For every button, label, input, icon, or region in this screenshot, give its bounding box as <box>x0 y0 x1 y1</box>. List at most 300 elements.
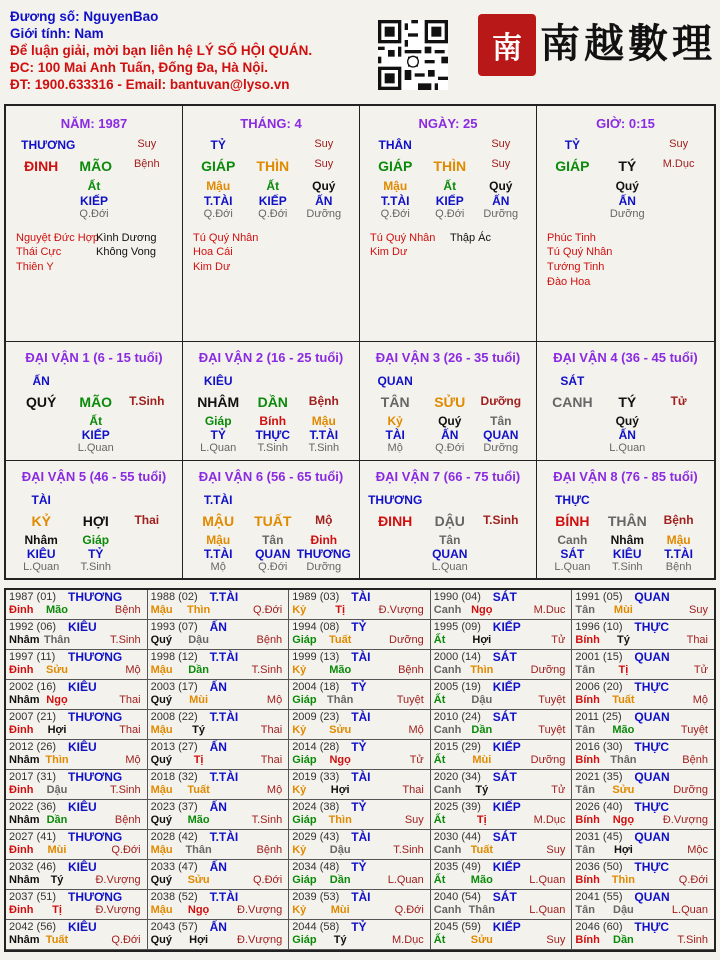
year-stage: T.Sinh <box>110 634 141 646</box>
hidden-stage: T.Sinh <box>80 561 112 573</box>
pillar-title: NGÀY: 25 <box>418 116 478 131</box>
chi: THÌN <box>433 158 467 174</box>
year-can: Ất <box>433 754 446 766</box>
year-chi: Mão <box>46 604 68 616</box>
year-can: Quý <box>150 934 172 946</box>
stage: Suy <box>314 138 334 150</box>
year-cell <box>6 590 148 620</box>
year-can: Ất <box>433 814 446 826</box>
star: Phúc Tinh <box>547 232 596 244</box>
star: Không Vong <box>96 246 156 258</box>
hidden-can: Tân <box>490 414 512 428</box>
year-chi: Ngọ <box>471 604 493 616</box>
stage: Tử <box>670 394 687 408</box>
thap-than: ẤN <box>209 740 227 754</box>
hidden-stage: L.Quan <box>77 442 114 454</box>
can: BÍNH <box>555 513 590 529</box>
thap-than: ẤN <box>209 800 227 814</box>
year-can: Giáp <box>292 694 317 706</box>
qr-code-icon <box>378 20 448 90</box>
year-chi: Hợi <box>330 784 350 796</box>
year-stage: L.Quan <box>387 874 424 886</box>
year-stage: L.Quan <box>671 904 708 916</box>
year-stage: Bệnh <box>114 814 141 826</box>
star: Hoa Cái <box>193 246 233 258</box>
year-label: 1993 (07) <box>150 621 198 633</box>
hidden-can: Ất <box>443 179 457 193</box>
year-cell <box>289 650 431 680</box>
thap-than: QUAN <box>634 590 670 604</box>
hidden-can: Tân <box>439 533 461 547</box>
can: QUÝ <box>26 394 57 410</box>
hidden-god: ẤN <box>618 428 636 442</box>
thap-than: KIÊU <box>68 680 97 694</box>
year-chi: Tý <box>475 784 489 796</box>
stage2: Suy <box>314 158 334 170</box>
year-chi: Tý <box>616 634 630 646</box>
year-chi: Tị <box>618 664 629 676</box>
year-cell <box>289 620 431 650</box>
year-cell <box>431 620 573 650</box>
year-can: Mậu <box>150 604 173 616</box>
year-chi: Dần <box>188 664 209 676</box>
year-can: Kỷ <box>292 844 307 856</box>
year-can: Bính <box>575 634 600 646</box>
pillar-title: GIỜ: 0:15 <box>596 116 655 131</box>
year-cell <box>148 650 290 680</box>
thap-than: ẤN <box>209 860 227 874</box>
year-label: 2005 (19) <box>433 681 481 693</box>
year-can: Bính <box>575 874 600 886</box>
year-label: 2042 (56) <box>9 921 57 933</box>
thap-than: THỰC <box>634 920 670 934</box>
year-label: 2002 (16) <box>9 681 57 693</box>
year-cell <box>6 860 148 890</box>
dai-van-6 <box>183 461 360 578</box>
year-label: 2017 (31) <box>9 771 57 783</box>
year-label: 2032 (46) <box>9 861 57 873</box>
chi: THÂN <box>607 513 647 529</box>
can: CANH <box>552 394 593 410</box>
stage: Thai <box>134 513 160 527</box>
year-label: 2039 (53) <box>292 891 340 903</box>
year-cell <box>148 620 290 650</box>
hidden-stage: L.Quan <box>609 442 646 454</box>
year-stage: Suy <box>546 934 566 946</box>
year-label: 2030 (44) <box>433 831 481 843</box>
year-can: Canh <box>433 604 462 616</box>
year-chi: Tị <box>335 604 346 616</box>
year-cell <box>289 710 431 740</box>
year-cell <box>6 650 148 680</box>
year-can: Ất <box>433 874 446 886</box>
year-cell <box>6 920 148 950</box>
year-stage: Dưỡng <box>389 634 424 646</box>
year-can: Nhâm <box>9 694 40 706</box>
year-chi: Hợi <box>613 844 633 856</box>
year-chi: Dậu <box>613 904 634 916</box>
hidden-god: ẤN <box>618 194 636 208</box>
hidden-can: Mậu <box>383 179 408 193</box>
year-cell <box>289 680 431 710</box>
can: GIÁP <box>378 158 413 174</box>
thap-than: ẤN <box>209 680 227 694</box>
annual-luck-table <box>4 588 716 952</box>
year-chi: Dậu <box>46 784 68 796</box>
thap-than: QUAN <box>634 770 670 784</box>
year-stage: T.Sinh <box>251 814 283 826</box>
hidden-god: SÁT <box>560 547 585 561</box>
hidden-god: TỶ <box>88 547 104 561</box>
year-can: Kỷ <box>292 784 307 796</box>
year-cell <box>431 710 573 740</box>
hidden-can: Nhâm <box>24 533 58 547</box>
year-label: 2031 (45) <box>575 831 623 843</box>
year-cell <box>431 830 573 860</box>
year-stage: Q.Đới <box>678 874 708 886</box>
hidden-stage: T.Sinh <box>257 442 289 454</box>
hidden-stage: Mộ <box>387 442 403 454</box>
hidden-god: ẤN <box>315 194 333 208</box>
year-can: Giáp <box>292 934 317 946</box>
year-label: 2004 (18) <box>292 681 340 693</box>
thap-than: KIÊU <box>68 860 97 874</box>
hidden-god: QUAN <box>255 547 291 561</box>
star: Tú Quý Nhân <box>547 246 613 258</box>
thap-than: ẤN <box>32 374 50 388</box>
year-label: 2003 (17) <box>150 681 198 693</box>
year-can: Đinh <box>9 904 34 916</box>
year-can: Mậu <box>150 904 173 916</box>
star: Đào Hoa <box>547 276 591 288</box>
year-stage: T.Sinh <box>393 844 424 856</box>
year-stage: Tử <box>409 754 424 766</box>
year-stage: Đ.Vượng <box>95 874 141 886</box>
hidden-god: T.TÀI <box>203 194 233 208</box>
hidden-god: ẤN <box>441 428 459 442</box>
year-can: Giáp <box>292 814 317 826</box>
hidden-can: Nhâm <box>610 533 644 547</box>
thap-than: T.TÀI <box>209 830 239 844</box>
year-chi: Dậu <box>329 844 351 856</box>
dai-van-2 <box>183 342 360 461</box>
seal-stamp: 南 <box>478 14 536 76</box>
year-can: Đinh <box>9 724 34 736</box>
year-stage: Thai <box>119 694 141 706</box>
year-stage: M.Dục <box>392 934 424 946</box>
thap-than: TÀI <box>351 770 371 784</box>
year-cell <box>289 860 431 890</box>
star: Kim Dư <box>193 261 231 273</box>
year-cell <box>6 710 148 740</box>
can: TÂN <box>380 394 410 410</box>
thap-than: SÁT <box>492 830 517 844</box>
year-cell <box>572 740 714 770</box>
year-stage: Q.Đới <box>111 844 141 856</box>
year-stage: T.Sinh <box>110 784 141 796</box>
thap-than: THƯƠNG <box>68 710 123 724</box>
chi: HỢI <box>82 513 109 529</box>
can: ĐINH <box>24 158 59 174</box>
year-stage: Suy <box>546 844 566 856</box>
year-label: 2041 (55) <box>575 891 623 903</box>
year-label: 2008 (22) <box>150 711 198 723</box>
thap-than: QUAN <box>634 830 670 844</box>
year-stage: Mộ <box>125 664 141 676</box>
year-stage: Bệnh <box>256 844 283 856</box>
hidden-can: Mậu <box>206 533 231 547</box>
year-stage: Bệnh <box>114 604 141 616</box>
year-label: 2016 (30) <box>575 741 623 753</box>
year-stage: Dưỡng <box>530 664 566 676</box>
year-chi: Thân <box>185 844 212 856</box>
hidden-stage: Q.Đới <box>435 208 465 220</box>
year-chi: Mùi <box>189 694 209 706</box>
thap-than: SÁT <box>492 590 517 604</box>
year-cell <box>431 590 573 620</box>
year-can: Nhâm <box>9 814 40 826</box>
thap-than: TỶ <box>564 138 581 152</box>
year-chi: Thìn <box>611 874 635 886</box>
year-label: 1990 (04) <box>433 591 481 603</box>
year-stage: M.Duc <box>533 604 566 616</box>
year-label: 2025 (39) <box>433 801 481 813</box>
hidden-can: Ất <box>266 179 280 193</box>
hidden-stage: L.Quan <box>200 442 237 454</box>
thap-than: THỰC <box>634 680 670 694</box>
year-chi: Tị <box>193 754 204 766</box>
year-chi: Thân <box>327 694 354 706</box>
year-stage: Mộ <box>692 694 708 706</box>
year-stage: Q.Đới <box>252 604 283 616</box>
year-chi: Thìn <box>328 814 352 826</box>
hidden-god: TỶ <box>210 428 226 442</box>
thap-than: KIẾP <box>492 680 521 694</box>
year-cell <box>289 800 431 830</box>
chi: TUẤT <box>254 513 292 529</box>
year-label: 1999 (13) <box>292 651 340 663</box>
hidden-can: Ất <box>87 179 101 193</box>
year-chi: Tuất <box>187 784 210 796</box>
year-chi: Mùi <box>330 904 350 916</box>
year-chi: Dần <box>613 934 634 946</box>
year-label: 1994 (08) <box>292 621 340 633</box>
year-label: 1997 (11) <box>9 651 56 663</box>
chi: DẬU <box>434 513 465 529</box>
year-label: 2034 (48) <box>292 861 340 873</box>
hidden-stage: L.Quan <box>431 561 468 573</box>
thap-than: QUAN <box>634 890 670 904</box>
year-label: 1988 (02) <box>150 591 198 603</box>
pillar-year <box>6 106 183 342</box>
year-cell <box>6 620 148 650</box>
dai-van-title: ĐẠI VẬN 8 (76 - 85 tuổi) <box>553 469 698 484</box>
star: Nguyệt Đức Hợp <box>16 232 100 244</box>
year-can: Tân <box>575 724 595 736</box>
year-label: 2035 (49) <box>433 861 481 873</box>
year-can: Đinh <box>9 604 34 616</box>
hidden-god: THƯƠNG <box>296 547 351 561</box>
can: NHÂM <box>197 394 240 410</box>
pillar-day <box>360 106 537 342</box>
thap-than: TỶ <box>351 920 367 934</box>
thap-than: SÁT <box>492 710 517 724</box>
can: GIÁP <box>555 158 590 174</box>
year-cell <box>148 890 290 920</box>
year-can: Bính <box>575 934 600 946</box>
year-can: Tân <box>575 784 595 796</box>
year-can: Đinh <box>9 664 34 676</box>
chi: MÃO <box>79 158 113 174</box>
year-chi: Hợi <box>472 634 492 646</box>
thap-than: KIẾP <box>492 860 521 874</box>
year-can: Quý <box>150 694 172 706</box>
stage: Dưỡng <box>480 394 522 408</box>
year-chi: Thân <box>468 904 495 916</box>
hidden-stage: L.Quan <box>554 561 591 573</box>
hidden-stage: Q.Đới <box>203 208 233 220</box>
year-stage: T.Sinh <box>677 934 708 946</box>
year-stage: Đ.Vượng <box>237 934 283 946</box>
thap-than: TỶ <box>351 680 367 694</box>
year-chi: Thân <box>610 754 637 766</box>
star: Kình Dương <box>96 232 157 244</box>
brand-logo-text: 南越數理 <box>540 20 716 67</box>
year-chi: Mão <box>612 724 635 736</box>
stage: Bệnh <box>308 394 339 408</box>
year-label: 1998 (12) <box>150 651 198 663</box>
year-chi: Thìn <box>45 754 69 766</box>
year-can: Canh <box>433 664 462 676</box>
stage2: Suy <box>491 158 511 170</box>
hidden-can: Bính <box>259 414 287 428</box>
year-can: Bính <box>575 814 600 826</box>
year-label: 2015 (29) <box>433 741 481 753</box>
hidden-can: Mậu <box>666 533 691 547</box>
year-cell <box>289 770 431 800</box>
thap-than: KIÊU <box>203 374 233 388</box>
year-label: 2001 (15) <box>575 651 623 663</box>
stage: Mộ <box>315 513 333 527</box>
year-chi: Ngọ <box>187 904 210 916</box>
can: ĐINH <box>378 513 413 529</box>
year-can: Tân <box>575 844 595 856</box>
year-cell <box>148 920 290 950</box>
hidden-can: Tân <box>262 533 284 547</box>
year-can: Kỷ <box>292 664 307 676</box>
year-can: Bính <box>575 754 600 766</box>
year-can: Bính <box>575 694 600 706</box>
year-label: 2046 (60) <box>575 921 623 933</box>
year-cell <box>148 800 290 830</box>
thap-than: THƯƠNG <box>68 650 123 664</box>
year-stage: Tuyệt <box>538 694 566 706</box>
year-label: 2000 (14) <box>433 651 481 663</box>
hidden-god: ẤN <box>492 194 510 208</box>
star: Tướng Tinh <box>547 261 605 273</box>
dai-van-3 <box>360 342 537 461</box>
thap-than: THỰC <box>634 620 670 634</box>
thap-than: THỰC <box>634 740 670 754</box>
year-stage: Bệnh <box>682 754 708 766</box>
year-chi: Sửu <box>45 664 69 676</box>
year-can: Ất <box>433 634 446 646</box>
year-stage: Thai <box>686 634 708 646</box>
pillar-title: THÁNG: 4 <box>240 116 302 131</box>
can: KỶ <box>31 513 51 529</box>
year-can: Canh <box>433 904 462 916</box>
dai-van-title: ĐẠI VẬN 5 (46 - 55 tuổi) <box>21 469 167 484</box>
year-chi: Dậu <box>471 694 493 706</box>
thap-than: TỶ <box>351 620 367 634</box>
year-label: 2033 (47) <box>150 861 198 873</box>
year-cell <box>431 890 573 920</box>
hidden-can: Mậu <box>311 414 336 428</box>
dai-van-title: ĐẠI VẬN 7 (66 - 75 tuổi) <box>375 469 521 484</box>
stage: T.Sinh <box>129 394 165 408</box>
year-chi: Tuất <box>470 844 493 856</box>
chi: DẦN <box>257 394 288 410</box>
year-can: Giáp <box>292 754 317 766</box>
thap-than: T.TÀI <box>203 493 233 507</box>
year-label: 2006 (20) <box>575 681 623 693</box>
year-chi: Tuất <box>45 934 69 946</box>
year-cell <box>289 920 431 950</box>
year-stage: Dưỡng <box>673 784 708 796</box>
thap-than: QUAN <box>377 374 413 388</box>
stage: Bệnh <box>663 513 694 527</box>
thap-than: THỰC <box>634 860 670 874</box>
year-can: Nhâm <box>9 934 40 946</box>
can: GIÁP <box>201 158 236 174</box>
hidden-god: KIÊU <box>612 547 642 561</box>
year-cell <box>6 680 148 710</box>
thap-than: SÁT <box>492 890 517 904</box>
dai-van-title: ĐẠI VẬN 2 (16 - 25 tuổi) <box>198 350 344 365</box>
thap-than: KIẾP <box>492 920 521 934</box>
thap-than: SÁT <box>560 374 585 388</box>
thap-than: KIÊU <box>68 740 97 754</box>
owner-name: Đương số: NguyenBao <box>10 9 159 24</box>
year-stage: M.Dục <box>533 814 566 826</box>
hidden-stage: T.Sinh <box>611 561 643 573</box>
year-cell <box>148 830 290 860</box>
dai-van-title: ĐẠI VẬN 6 (56 - 65 tuổi) <box>198 469 344 484</box>
year-can: Nhâm <box>9 874 40 886</box>
year-cell <box>572 860 714 890</box>
hidden-god: TÀI <box>385 428 405 442</box>
year-chi: Mão <box>470 874 493 886</box>
year-chi: Tý <box>333 934 347 946</box>
dai-van-7 <box>360 461 537 578</box>
year-cell <box>6 740 148 770</box>
year-stage: Q.Đới <box>111 934 141 946</box>
dai-van-title: ĐẠI VẬN 3 (26 - 35 tuổi) <box>375 350 521 365</box>
year-cell <box>572 920 714 950</box>
year-cell <box>572 650 714 680</box>
thap-than: THÂN <box>378 138 412 152</box>
year-stage: Thai <box>402 784 424 796</box>
year-can: Quý <box>150 814 172 826</box>
year-cell <box>6 890 148 920</box>
year-stage: Tử <box>551 784 566 796</box>
year-label: 2040 (54) <box>433 891 481 903</box>
address-line: ĐC: 100 Mai Anh Tuấn, Đống Đa, Hà Nội. <box>10 60 269 75</box>
hidden-stage: Dưỡng <box>306 208 342 220</box>
year-can: Giáp <box>292 634 317 646</box>
hidden-stage: Dưỡng <box>306 561 342 573</box>
hidden-stage: Dưỡng <box>609 208 645 220</box>
